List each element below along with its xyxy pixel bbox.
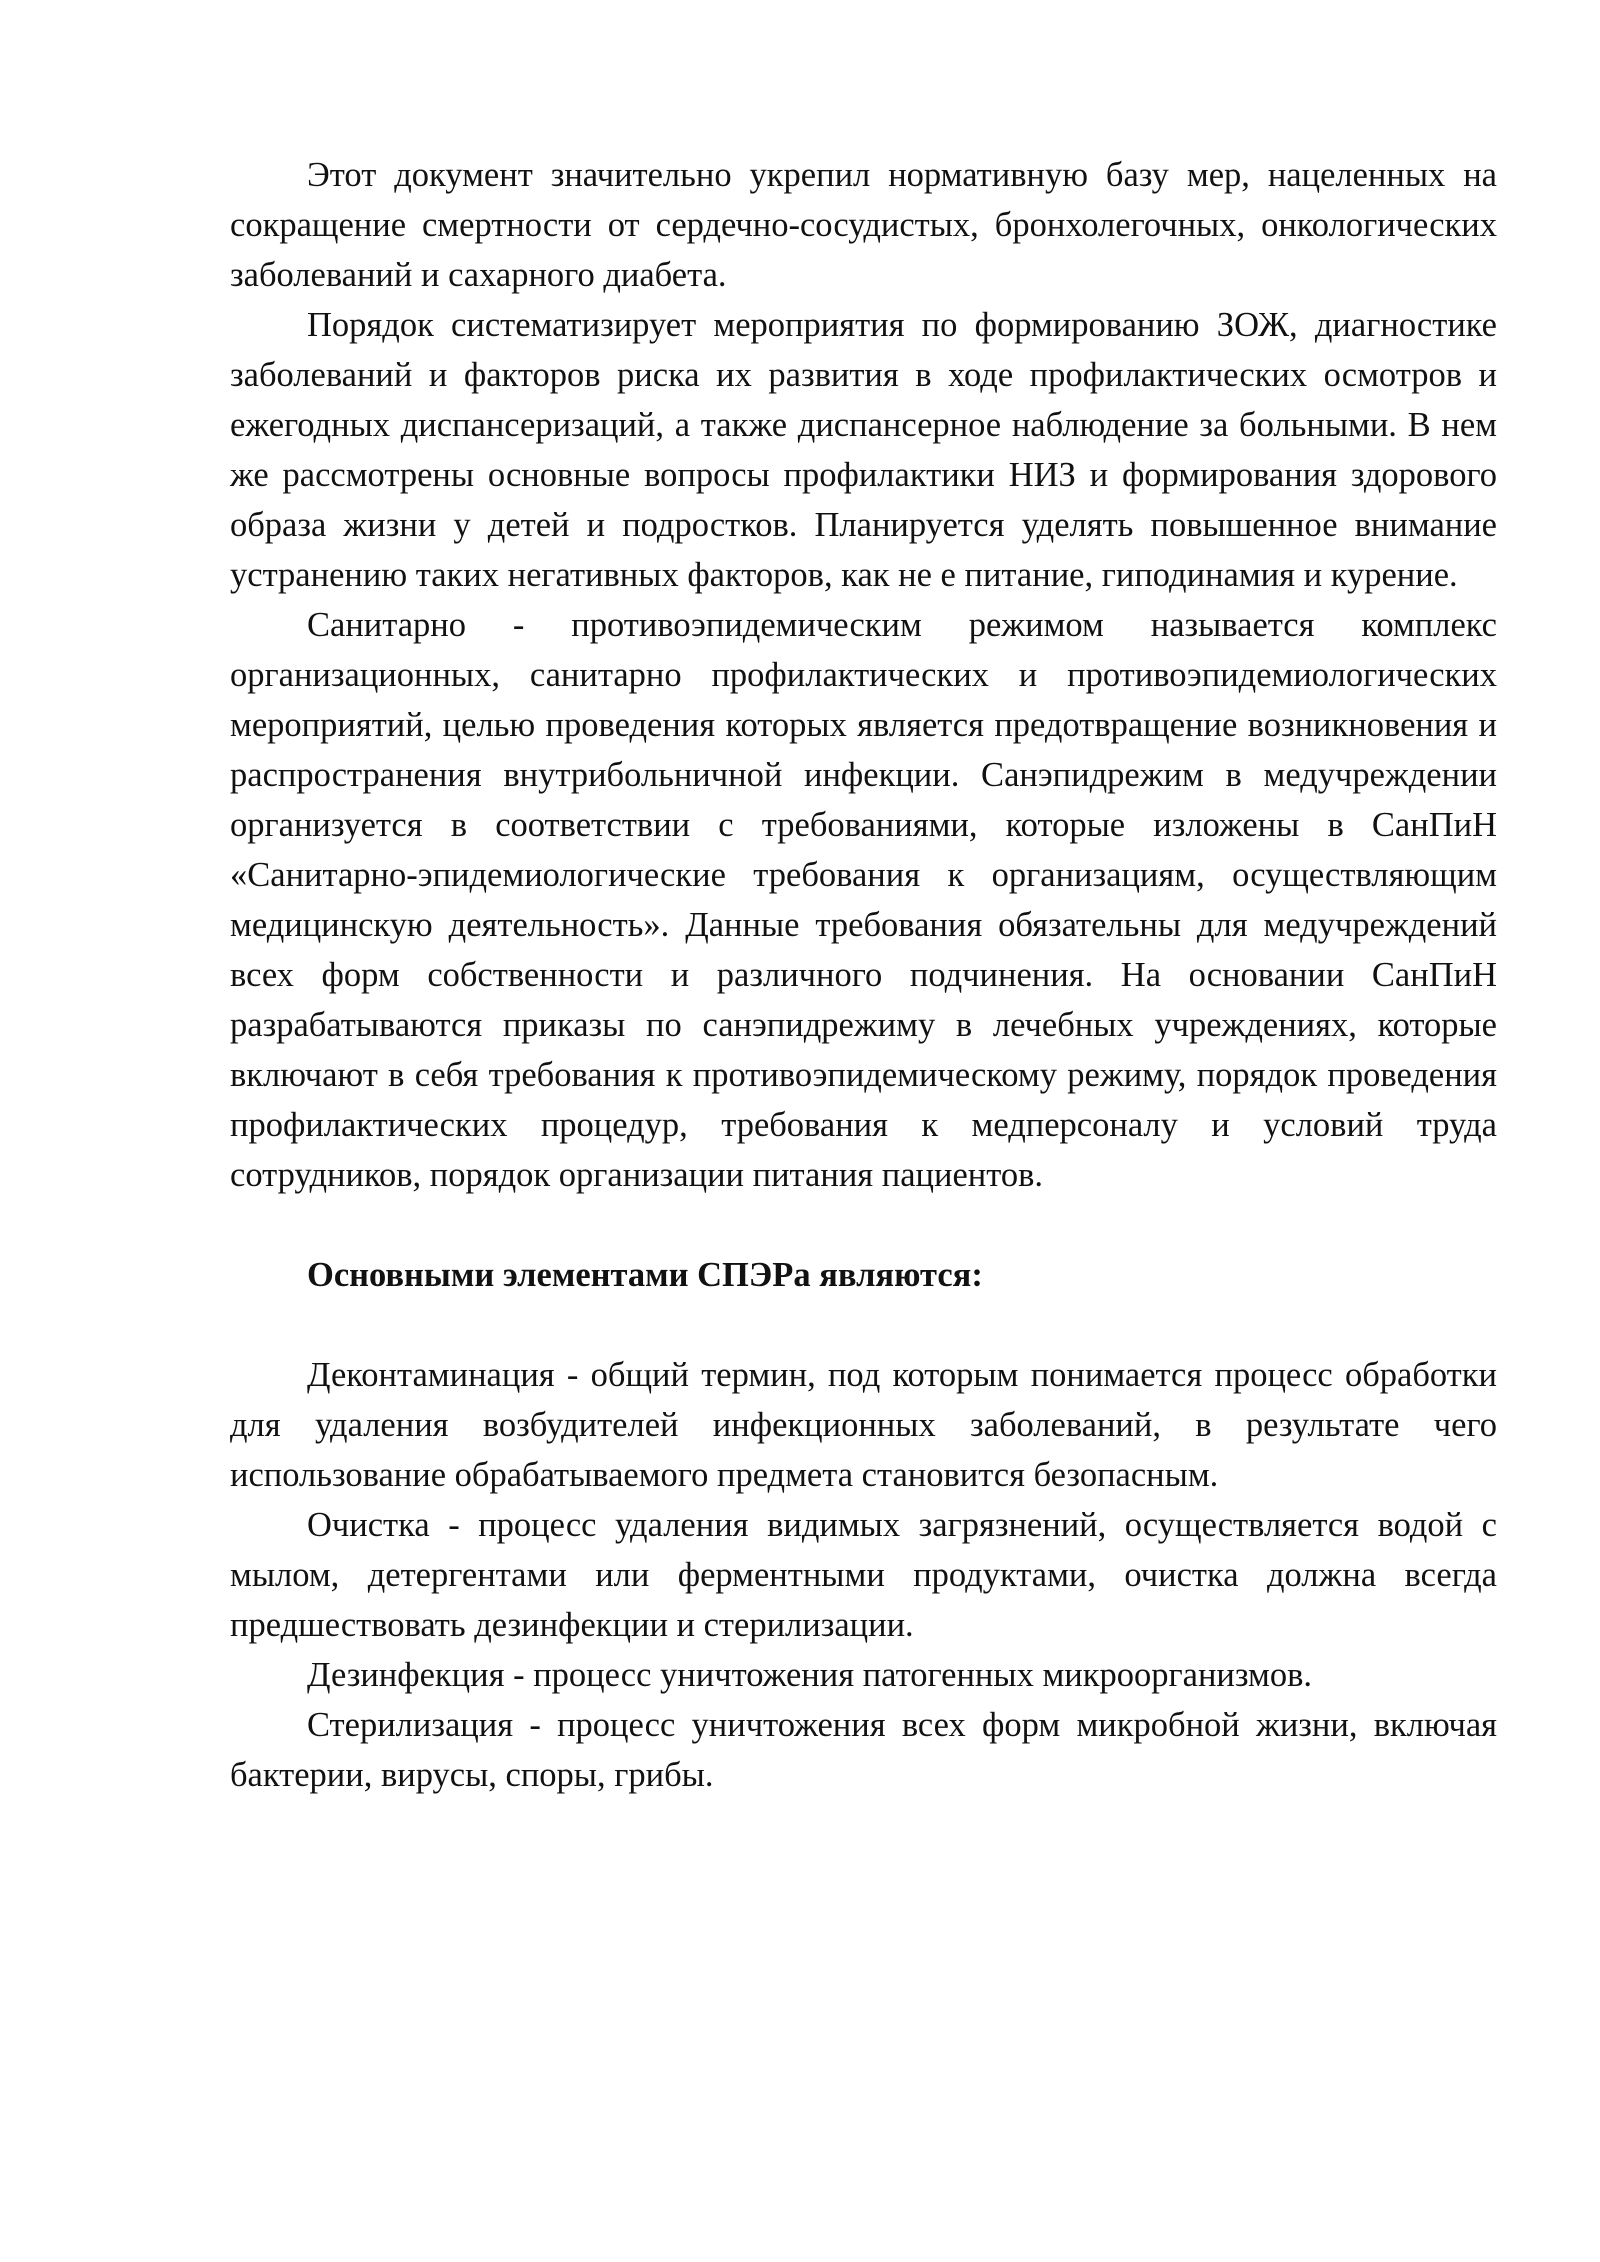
paragraph-document-impact: Этот документ значительно укрепил нормативную базу мер, нацеленных на сокращение смертности от сердечно-сосудистых, бронхолегочных, онкологических заболеваний и сахарного диабета. [230,156,1497,294]
paragraph-procedure: Порядок систематизирует мероприятия по формированию ЗОЖ, диагностике заболеваний и факторов риска их развития в ходе профилактических осмотров и ежегодных диспансеризаций, а также диспансерное наблюдение за больными. В нем же рассмотрены основные вопросы профилактики НИЗ и формирования здорового образа жизни у детей и подростков. Планируется уделять повышенное внимание устранению таких негативных факторов, как не е питание, гиподинамия и курение. [230,306,1497,594]
spacer [230,1200,1497,1250]
paragraph-decontamination: Деконтаминация - общий термин, под которым понимается процесс обработки для удаления возбудителей инфекционных заболеваний, в результате чего использование обрабатываемого предмета становится безопасным. [230,1356,1497,1494]
paragraph-disinfection: Дезинфекция - процесс уничтожения патогенных микроорганизмов. [307,1656,1313,1694]
section-heading: Основными элементами СПЭРа являются: [307,1256,983,1294]
document-page [230,150,1497,1800]
paragraph-sanitary-regime: Санитарно - противоэпидемическим режимом называется комплекс организационных, санитарно профилактических и противоэпидемиологических мероприятий, целью проведения которых является предотвращение возникновения и распространения внутрибольничной инфекции. Санэпидрежим в медучреждении организуется в соответствии с требованиями, которые изложены в СанПиН «Санитарно-эпидемиологические требования к организациям, осуществляющим медицинскую деятельность». Данные требования обязательны для медучреждений всех форм собственности и различного подчинения. На основании СанПиН разрабатываются приказы по санэпидрежиму в лечебных учреждениях, которые включают в себя требования к противоэпидемическому режиму, порядок проведения профилактических процедур, требования к медперсоналу и условий труда сотрудников, порядок организации питания пациентов. [230,606,1497,1194]
paragraph-cleaning: Очистка - процесс удаления видимых загрязнений, осуществляется водой с мылом, детергентами или ферментными продуктами, очистка должна всегда предшествовать дезинфекции и стерилизации. [230,1506,1497,1644]
paragraph-sterilization: Стерилизация - процесс уничтожения всех форм микробной жизни, включая бактерии, вирусы, споры, грибы. [230,1706,1497,1794]
spacer [230,1300,1497,1350]
